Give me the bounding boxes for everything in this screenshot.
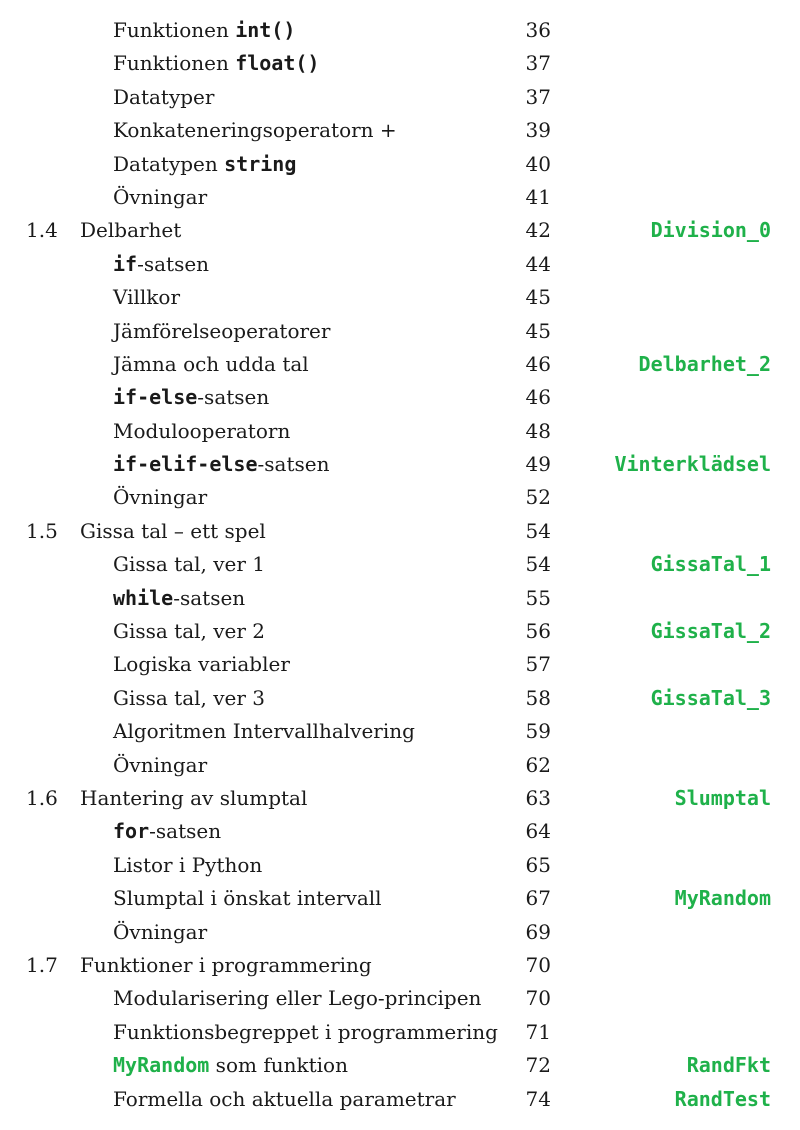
title-text: Gissa tal, ver 2 — [113, 619, 266, 644]
toc-entry-row — [0, 615, 800, 648]
page-number: 48 — [525, 418, 551, 443]
page-number: 44 — [525, 251, 551, 276]
toc-entry-row — [0, 448, 800, 481]
title-text: Logiska variabler — [113, 652, 290, 677]
code-keyword: while — [113, 585, 174, 610]
toc-entry-row — [0, 47, 800, 80]
toc-entry-row — [0, 749, 800, 782]
title-text: Datatyper — [113, 84, 215, 109]
entry-title — [113, 682, 265, 715]
title-suffix: -satsen — [137, 251, 210, 276]
entry-title — [113, 14, 295, 47]
page-number: 45 — [525, 285, 551, 310]
title-text: Gissa tal, ver 1 — [113, 552, 266, 577]
title-text: Formella och aktuella parametrar — [113, 1086, 456, 1111]
toc-entry-row — [0, 1016, 800, 1049]
title-suffix: -satsen — [257, 452, 330, 477]
page-number: 45 — [525, 318, 551, 343]
toc-entry-row — [0, 916, 800, 949]
entry-title — [113, 749, 207, 782]
page-number: 58 — [525, 685, 551, 710]
code-keyword: for — [113, 819, 150, 844]
title-text: Modulooperatorn — [113, 418, 291, 443]
entry-title — [113, 815, 221, 848]
page-number: 54 — [525, 552, 551, 577]
page-number: 40 — [525, 151, 551, 176]
entry-title — [113, 181, 207, 214]
section-number: 1.5 — [26, 518, 58, 543]
program-name: MyRandom — [674, 886, 771, 911]
toc-entry-row — [0, 882, 800, 915]
page-number: 70 — [525, 986, 551, 1011]
page-number: 69 — [525, 919, 551, 944]
section-number: 1.7 — [26, 952, 58, 977]
toc-entry-row — [0, 1083, 800, 1116]
toc-section-row — [0, 214, 800, 247]
entry-title — [113, 548, 265, 581]
page-number: 59 — [525, 719, 551, 744]
entry-title — [80, 214, 181, 247]
page-number: 63 — [525, 785, 551, 810]
toc-entry-row — [0, 14, 800, 47]
page-number: 55 — [525, 585, 551, 610]
page-number: 62 — [525, 752, 551, 777]
title-text: Övningar — [113, 184, 208, 209]
section-number: 1.4 — [26, 218, 58, 243]
title-text: Slumptal i önskat intervall — [113, 886, 382, 911]
page-number: 37 — [525, 84, 551, 109]
entry-title — [113, 1049, 348, 1082]
code-keyword: float() — [235, 51, 320, 76]
title-text: Funktionen — [113, 18, 236, 42]
toc-entry-row — [0, 1049, 800, 1082]
title-text: Modularisering eller Lego-principen — [113, 986, 482, 1011]
page-number: 46 — [525, 385, 551, 410]
toc-entry-row — [0, 348, 800, 381]
title-text: Gissa tal, ver 3 — [113, 685, 266, 710]
toc-section-row — [0, 782, 800, 815]
entry-title — [113, 715, 415, 748]
entry-title — [113, 1016, 498, 1049]
toc-entry-row — [0, 648, 800, 681]
entry-title — [113, 448, 329, 481]
entry-title — [113, 648, 290, 681]
code-keyword: string — [224, 151, 297, 176]
code-keyword: if — [113, 251, 138, 276]
entry-title — [113, 882, 382, 915]
entry-title — [113, 47, 319, 80]
entry-title — [113, 481, 207, 514]
program-name: Vinterklädsel — [614, 452, 771, 477]
program-name: GissaTal_1 — [650, 552, 771, 577]
entry-title — [113, 148, 296, 181]
entry-title — [113, 1083, 456, 1116]
code-keyword: if-elif-else — [113, 452, 258, 477]
page-number: 37 — [525, 51, 551, 76]
entry-title — [113, 415, 290, 448]
title-suffix: -satsen — [149, 819, 222, 844]
toc-entry-row — [0, 849, 800, 882]
toc-entry-row — [0, 582, 800, 615]
title-text: Övningar — [113, 752, 208, 777]
code-keyword: if-else — [113, 385, 198, 410]
page-number: 39 — [525, 118, 551, 143]
title-text: Listor i Python — [113, 852, 263, 877]
entry-title — [113, 281, 180, 314]
title-text: Delbarhet — [80, 218, 182, 243]
page-number: 67 — [525, 886, 551, 911]
page-number: 46 — [525, 351, 551, 376]
title-text: Jämna och udda tal — [113, 351, 309, 376]
entry-title — [80, 782, 307, 815]
title-text: Funktionen — [113, 51, 236, 76]
title-text: Övningar — [113, 485, 208, 510]
title-suffix: -satsen — [173, 585, 246, 610]
page-number: 56 — [525, 619, 551, 644]
page-number: 52 — [525, 485, 551, 510]
entry-title — [113, 114, 397, 147]
section-number: 1.6 — [26, 785, 58, 810]
page-number: 57 — [525, 652, 551, 677]
toc-entry-row — [0, 982, 800, 1015]
page-number: 72 — [525, 1053, 551, 1078]
title-text: Övningar — [113, 919, 208, 944]
toc-entry-row — [0, 281, 800, 314]
toc-entry-row — [0, 181, 800, 214]
entry-title — [80, 515, 266, 548]
page-number: 71 — [525, 1019, 551, 1044]
toc-section-row — [0, 949, 800, 982]
title-text: Datatypen — [113, 151, 225, 176]
page-number: 64 — [525, 819, 551, 844]
program-name: GissaTal_2 — [650, 619, 771, 644]
toc-entry-row — [0, 81, 800, 114]
entry-title — [113, 248, 209, 281]
toc-entry-row — [0, 248, 800, 281]
entry-title — [113, 916, 207, 949]
toc-entry-row — [0, 815, 800, 848]
table-of-contents — [0, 14, 800, 1116]
toc-entry-row — [0, 315, 800, 348]
entry-title — [113, 982, 481, 1015]
title-text: Konkateneringsoperatorn + — [113, 118, 397, 143]
page-number: 65 — [525, 852, 551, 877]
title-suffix: -satsen — [197, 385, 270, 410]
entry-title — [113, 81, 214, 114]
entry-title — [80, 949, 372, 982]
page-number: 70 — [525, 952, 551, 977]
program-name: RandTest — [674, 1086, 771, 1111]
title-text: Gissa tal – ett spel — [80, 518, 266, 543]
title-text: Funktioner i programmering — [80, 952, 372, 977]
page-number: 74 — [525, 1086, 551, 1111]
program-name: GissaTal_3 — [650, 685, 771, 710]
entry-title — [113, 849, 262, 882]
code-keyword: MyRandom — [113, 1053, 210, 1078]
entry-title — [113, 615, 265, 648]
page-number: 41 — [525, 184, 551, 209]
page-number: 42 — [525, 218, 551, 243]
entry-title — [113, 315, 330, 348]
toc-entry-row — [0, 548, 800, 581]
entry-title — [113, 381, 269, 414]
toc-entry-row — [0, 148, 800, 181]
page-number: 36 — [525, 18, 551, 42]
program-name: Division_0 — [650, 218, 771, 243]
title-text: Funktionsbegreppet i programmering — [113, 1019, 498, 1044]
toc-entry-row — [0, 415, 800, 448]
title-text: Hantering av slumptal — [80, 785, 308, 810]
toc-entry-row — [0, 481, 800, 514]
title-suffix: som funktion — [209, 1053, 348, 1078]
toc-entry-row — [0, 114, 800, 147]
code-keyword: int() — [235, 18, 296, 42]
program-name: RandFkt — [686, 1053, 771, 1078]
toc-entry-row — [0, 715, 800, 748]
title-text: Villkor — [113, 285, 181, 310]
title-text: Algoritmen Intervallhalvering — [113, 719, 415, 744]
title-text: Jämförelseoperatorer — [113, 318, 331, 343]
entry-title — [113, 348, 309, 381]
toc-entry-row — [0, 381, 800, 414]
page-number: 49 — [525, 452, 551, 477]
toc-section-row — [0, 515, 800, 548]
toc-entry-row — [0, 682, 800, 715]
program-name: Delbarhet_2 — [638, 351, 771, 376]
program-name: Slumptal — [674, 785, 771, 810]
entry-title — [113, 582, 245, 615]
page-number: 54 — [525, 518, 551, 543]
